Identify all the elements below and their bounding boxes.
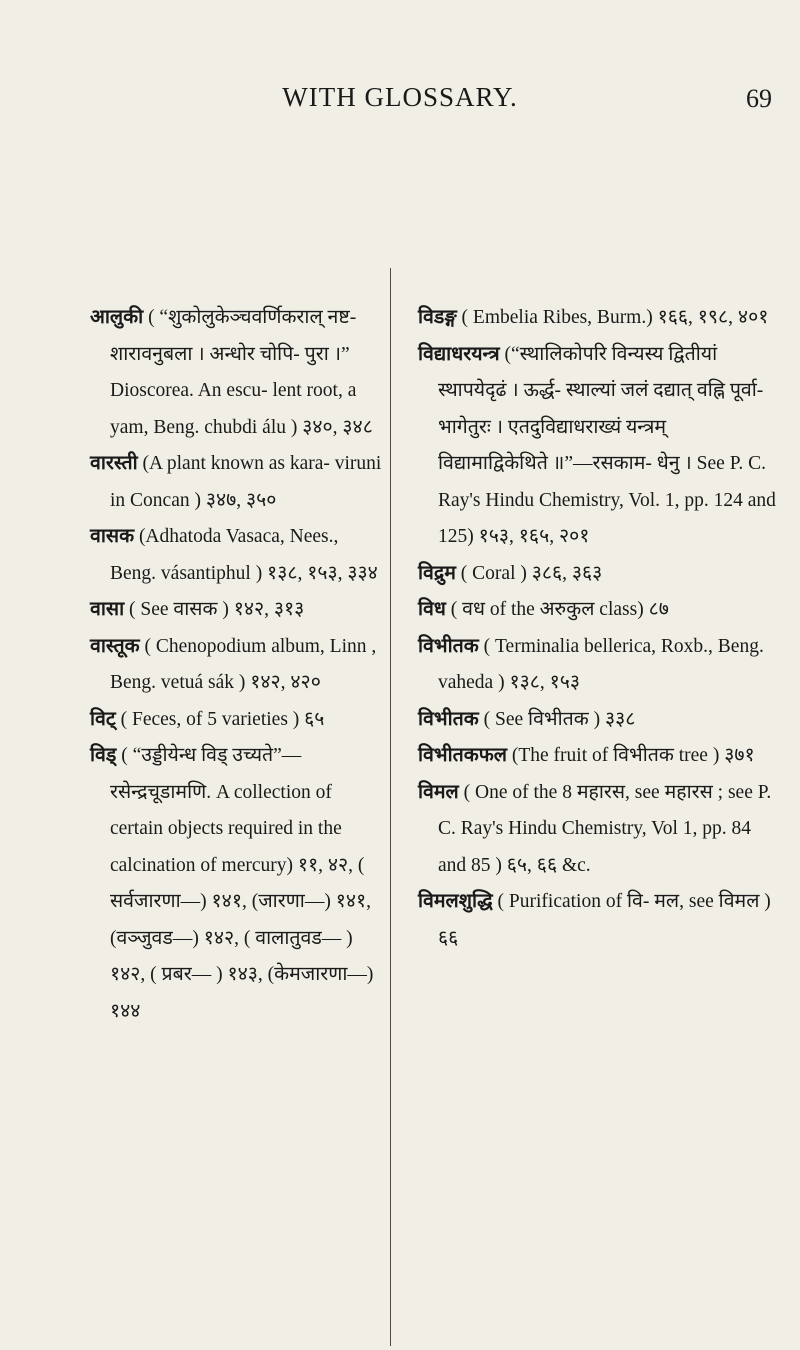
entry-text: (A plant known as kara- viruni in Concan ) ३४७, ३५० [110,453,382,511]
glossary-entry [418,702,778,739]
entry-headword: विडङ्ग [418,307,457,328]
entry-text: ( Purification of वि- मल, see विमल ) ६६ [438,891,771,949]
glossary-entry [90,702,385,739]
glossary-entry [418,556,778,593]
entry-text: ( One of the 8 महारस, see महारस ; see P. C. Ray's Hindu Chemistry, Vol 1, pp. 84 and 85 ) ६५, ६६ &c. [438,781,772,876]
entry-headword: विद्याधरयन्त्र [418,343,500,365]
entry-text: ( “शुकोलुकेञ्चवर्णिकराल् नष्ट- शारावनुबला । अन्धोर चोपि- पुरा ।” Dioscorea. An escu- lent root, a yam, Beng. chubdi álu ) ३४०, ३४८ [110,307,373,438]
entry-headword: विध [418,599,446,620]
entry-text: (Adhatoda Vasaca, Nees., Beng. vásantiphul ) १३८, १५३, ३३४ [110,526,378,584]
entry-headword: विट् [90,708,116,730]
glossary-left-column [90,300,385,1030]
glossary-entry [90,738,385,1030]
entry-text: ( Terminalia bellerica, Roxb., Beng. vaheda ) १३८, १५३ [438,635,764,693]
entry-headword: विद्रुम [418,562,456,584]
entry-text: ( See विभीतक ) ३३८ [483,708,636,730]
entry-headword: वास्तूक [90,635,140,657]
glossary-entry [418,775,778,885]
page-header [0,82,800,122]
glossary-entry [418,738,778,775]
glossary-entry [90,629,385,702]
glossary-entry [418,884,778,957]
entry-headword: विमल [418,781,459,803]
entry-text: ( “उड्डीयेन्ध विड्‌ उच्यते”— रसेन्द्रचूडामणि. A collection of certain objects required in the calcination of mercury) ११, ४२, ( सर्वजारणा—) १४१, (जारणा—) १४१, (वञ्जुवड—) १४२, ( वालातुवड— ) १४२, ( प्रबर— ) १४३, (केमजारणा—) १४४ [110,745,374,1022]
entry-text: ( See वासक ) १४२, ३१३ [129,599,305,620]
entry-headword: विभीतकफल [418,745,507,766]
glossary-entry [90,592,385,629]
page-number: 69 [746,84,772,113]
entry-text: ( Chenopodium album, Linn , Beng. vetuá sák ) १४२, ४२० [110,635,377,693]
entry-headword: वासक [90,526,135,547]
glossary-right-column [418,300,778,957]
entry-headword: आलुकी [90,307,144,328]
entry-headword: विभीतक [418,635,479,657]
entry-headword: वारस्ती [90,453,138,474]
entry-headword: विभीतक [418,708,479,730]
glossary-entry [418,337,778,556]
entry-text: ( Coral ) ३८६, ३६३ [460,562,603,584]
glossary-entry [418,592,778,629]
glossary-entry [418,300,778,337]
column-divider [390,268,391,1346]
glossary-entry [90,300,385,446]
entry-text: ( Feces, of 5 varieties ) ६५ [120,708,325,730]
entry-text: ( Embelia Ribes, Burm.) १६६, १९८, ४०१ [461,307,769,328]
entry-text: ( वध of the अरुकुल class) ८७ [450,599,669,620]
glossary-entry [90,519,385,592]
entry-text: (The fruit of विभीतक tree ) ३७१ [511,745,755,766]
entry-headword: विड् [90,745,117,766]
running-title: WITH GLOSSARY. [282,82,518,112]
glossary-entry [418,629,778,702]
entry-text: (“स्थालिकोपरि विन्यस्य द्वितीयां स्थापयेदृढं । ऊर्द्ध- स्थाल्यां जलं दद्यात् वह्नि पूर्वा- भागेतुरः । एतदुविद्याधराख्यं यन्त्रम् विद्यामाद्विकेथिते ॥”—रसकाम- धेनु । See P. C. Ray's Hindu Chemistry, Vol. 1, pp. 124 and 125) १५३, १६५, २०१ [438,343,776,547]
glossary-entry [90,446,385,519]
entry-headword: वासा [90,599,125,620]
entry-headword: विमलशुद्धि [418,891,493,912]
